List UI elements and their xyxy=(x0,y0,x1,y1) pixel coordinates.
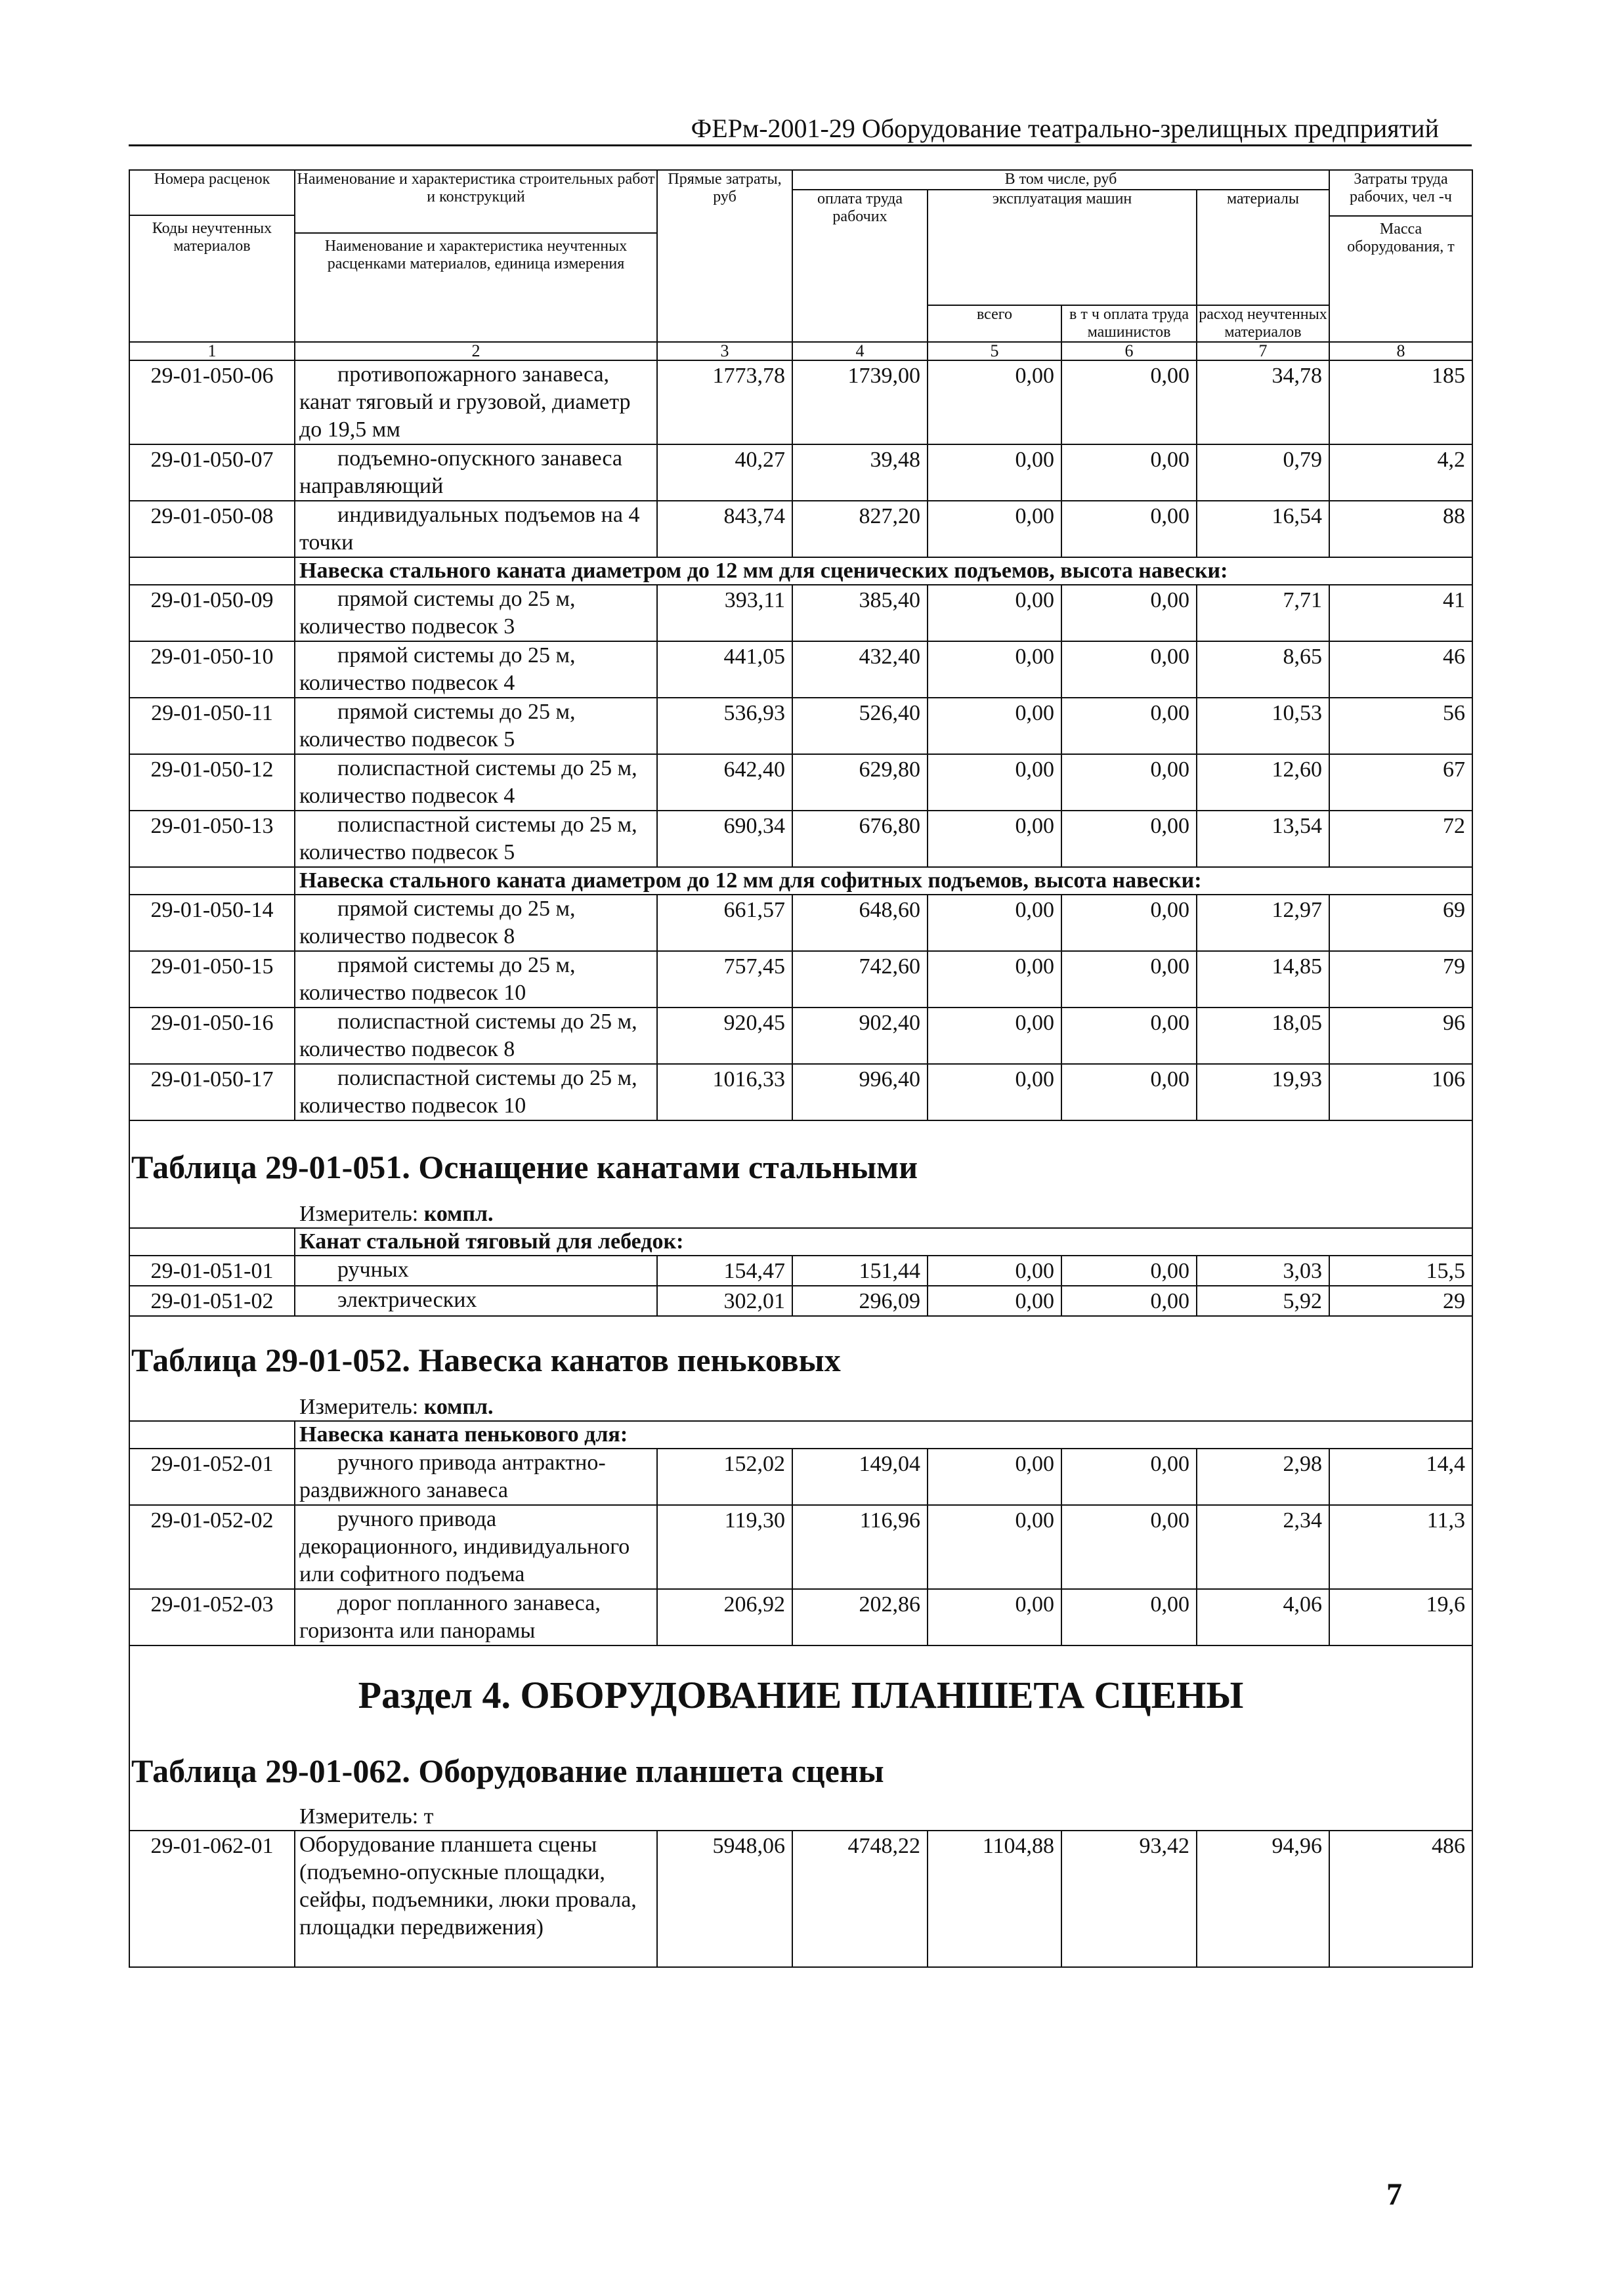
section-4-title: Раздел 4. ОБОРУДОВАНИЕ ПЛАНШЕТА СЦЕНЫ xyxy=(358,1674,1244,1716)
measure-label: Измеритель: xyxy=(299,1202,419,1226)
rate-description-first: прямой системы до 25 м, xyxy=(337,643,576,668)
machines-total: 0,00 xyxy=(928,360,1061,444)
labor-pay: 996,40 xyxy=(792,1064,928,1120)
rows-group-b xyxy=(129,585,1472,867)
colnum-3: 3 xyxy=(657,342,792,360)
labor-hours: 96 xyxy=(1329,1008,1472,1064)
colnum-8: 8 xyxy=(1329,342,1472,360)
rate-description-first: полиспастной системы до 25 xyxy=(337,1066,612,1090)
table-row xyxy=(129,1256,1472,1286)
rate-description-rest: раздвижного занавеса xyxy=(299,1478,508,1502)
machines-total: 0,00 xyxy=(928,1505,1061,1589)
measure-unit: компл. xyxy=(423,1395,494,1419)
rate-description-rest: декорационного, индивидуального или софитного подъема xyxy=(299,1535,630,1586)
materials: 18,05 xyxy=(1197,1008,1329,1064)
header-col6: в т ч оплата труда машинистов xyxy=(1061,305,1197,342)
rate-code: 29-01-050-11 xyxy=(129,698,295,754)
labor-pay: 296,09 xyxy=(792,1286,928,1316)
machinists-pay: 0,00 xyxy=(1061,1449,1197,1505)
table-row xyxy=(129,951,1472,1008)
direct-costs: 302,01 xyxy=(657,1286,792,1316)
rate-description-rest: количество подвесок 8 xyxy=(299,924,515,948)
table-row xyxy=(129,1286,1472,1316)
labor-hours: 69 xyxy=(1329,895,1472,951)
direct-costs: 40,27 xyxy=(657,444,792,501)
materials: 14,85 xyxy=(1197,951,1329,1008)
rate-code: 29-01-050-07 xyxy=(129,444,295,501)
rate-description-rest: количество подвесок 10 xyxy=(299,981,526,1005)
materials: 3,03 xyxy=(1197,1256,1329,1286)
labor-pay: 629,80 xyxy=(792,754,928,811)
table-row xyxy=(129,1505,1472,1589)
rate-description xyxy=(295,501,657,557)
rate-description xyxy=(295,951,657,1008)
rate-description: Оборудование планшета сцены (подъемно-опускные площадки, сейфы, подъемники, люки провала, площадки передвижения) xyxy=(295,1831,657,1967)
direct-costs: 843,74 xyxy=(657,501,792,557)
materials: 16,54 xyxy=(1197,501,1329,557)
rate-description xyxy=(295,895,657,951)
materials: 4,06 xyxy=(1197,1589,1329,1645)
rate-description-rest: м, количество подвесок 5 xyxy=(299,813,637,864)
document-header-title: ФЕРм-2001-29 Оборудование театрально-зрелищных предприятий xyxy=(691,114,1439,143)
labor-hours: 106 xyxy=(1329,1064,1472,1120)
labor-hours: 15,5 xyxy=(1329,1256,1472,1286)
group-code-cell xyxy=(129,1421,295,1449)
header-col8-top: Затраты труда рабочих, чел -ч xyxy=(1350,171,1452,205)
machinists-pay: 0,00 xyxy=(1061,951,1197,1008)
rate-code: 29-01-052-02 xyxy=(129,1505,295,1589)
machines-total: 0,00 xyxy=(928,501,1061,557)
materials: 0,79 xyxy=(1197,444,1329,501)
rate-description-first: ручных xyxy=(337,1258,409,1282)
machines-total: 0,00 xyxy=(928,1008,1061,1064)
table-row xyxy=(129,754,1472,811)
colnum-1: 1 xyxy=(129,342,295,360)
direct-costs: 1773,78 xyxy=(657,360,792,444)
table-title-row xyxy=(129,1316,1472,1385)
materials: 7,71 xyxy=(1197,585,1329,641)
rate-description-first: ручного привода антрактно- xyxy=(337,1451,606,1475)
rate-description-rest: количество подвесок 4 xyxy=(299,671,515,695)
rate-description-first: противопожарного занавеса, xyxy=(337,362,610,387)
colnum-4: 4 xyxy=(792,342,928,360)
group-code-cell xyxy=(129,1228,295,1256)
rate-code: 29-01-050-08 xyxy=(129,501,295,557)
machinists-pay: 93,42 xyxy=(1061,1831,1197,1967)
labor-pay: 1739,00 xyxy=(792,360,928,444)
rows-group-a xyxy=(129,360,1472,557)
table-052-title: Таблица 29-01-052. Навеска канатов пеньковых xyxy=(131,1342,841,1378)
rate-description-first: подъемно-опускного занавеса xyxy=(337,446,623,471)
rows-group-c xyxy=(129,895,1472,1120)
materials: 8,65 xyxy=(1197,641,1329,698)
rate-code: 29-01-050-12 xyxy=(129,754,295,811)
rate-description xyxy=(295,1256,657,1286)
rate-description-rest: м, количество подвесок 10 xyxy=(299,1066,637,1118)
header-col3: Прямые затраты, руб xyxy=(657,170,792,342)
labor-hours: 41 xyxy=(1329,585,1472,641)
rate-description-rest: количество подвесок 3 xyxy=(299,614,515,639)
table-row xyxy=(129,811,1472,867)
machinists-pay: 0,00 xyxy=(1061,444,1197,501)
measure-cell xyxy=(129,1385,1472,1421)
machines-total: 0,00 xyxy=(928,754,1061,811)
table-row xyxy=(129,698,1472,754)
group-title: Навеска стального каната диаметром до 12 мм для сценических подъемов, высота навески: xyxy=(295,557,1472,585)
rate-code: 29-01-050-10 xyxy=(129,641,295,698)
machines-total: 0,00 xyxy=(928,1064,1061,1120)
machines-total: 0,00 xyxy=(928,1256,1061,1286)
rate-description-rest: горизонта или панорамы xyxy=(299,1619,536,1643)
materials: 19,93 xyxy=(1197,1064,1329,1120)
labor-hours: 185 xyxy=(1329,360,1472,444)
rate-description-first: полиспастной системы до 25 xyxy=(337,813,612,837)
colnum-5: 5 xyxy=(928,342,1061,360)
direct-costs: 1016,33 xyxy=(657,1064,792,1120)
colnum-7: 7 xyxy=(1197,342,1329,360)
labor-pay: 149,04 xyxy=(792,1449,928,1505)
group-row xyxy=(129,1421,1472,1449)
rate-code: 29-01-062-01 xyxy=(129,1831,295,1967)
table-title-row xyxy=(129,1120,1472,1192)
table-header-row xyxy=(129,170,1472,190)
labor-hours: 79 xyxy=(1329,951,1472,1008)
table-row xyxy=(129,641,1472,698)
machinists-pay: 0,00 xyxy=(1061,501,1197,557)
header-col8 xyxy=(1329,170,1472,342)
table-title-cell xyxy=(129,1120,1472,1192)
rows-table-052 xyxy=(129,1449,1472,1645)
machinists-pay: 0,00 xyxy=(1061,1256,1197,1286)
machinists-pay: 0,00 xyxy=(1061,895,1197,951)
group-row xyxy=(129,557,1472,585)
machines-total: 0,00 xyxy=(928,951,1061,1008)
labor-pay: 151,44 xyxy=(792,1256,928,1286)
header-col2 xyxy=(295,170,657,342)
direct-costs: 152,02 xyxy=(657,1449,792,1505)
rate-description xyxy=(295,1505,657,1589)
measure-label: Измеритель: xyxy=(299,1395,419,1419)
materials: 12,97 xyxy=(1197,895,1329,951)
labor-pay: 827,20 xyxy=(792,501,928,557)
direct-costs: 441,05 xyxy=(657,641,792,698)
rate-code: 29-01-050-09 xyxy=(129,585,295,641)
machinists-pay: 0,00 xyxy=(1061,1064,1197,1120)
measure-unit: компл. xyxy=(423,1202,494,1226)
section-title-row xyxy=(129,1645,1472,1718)
direct-costs: 920,45 xyxy=(657,1008,792,1064)
table-row xyxy=(129,1008,1472,1064)
direct-costs: 757,45 xyxy=(657,951,792,1008)
labor-hours: 11,3 xyxy=(1329,1505,1472,1589)
machines-total: 0,00 xyxy=(928,585,1061,641)
rate-description xyxy=(295,641,657,698)
rate-description xyxy=(295,1286,657,1316)
labor-pay: 385,40 xyxy=(792,585,928,641)
labor-hours: 4,2 xyxy=(1329,444,1472,501)
labor-hours: 29 xyxy=(1329,1286,1472,1316)
rate-description-first: ручного привода xyxy=(337,1507,497,1531)
table-row xyxy=(129,501,1472,557)
rate-code: 29-01-050-13 xyxy=(129,811,295,867)
table-row xyxy=(129,1449,1472,1505)
labor-hours: 72 xyxy=(1329,811,1472,867)
materials: 2,98 xyxy=(1197,1449,1329,1505)
table-062-title: Таблица 29-01-062. Оборудование планшета сцены xyxy=(131,1752,884,1789)
rate-code: 29-01-051-01 xyxy=(129,1256,295,1286)
colnum-2: 2 xyxy=(295,342,657,360)
labor-pay: 648,60 xyxy=(792,895,928,951)
rate-description xyxy=(295,1008,657,1064)
header-col1-top: Номера расценок xyxy=(154,171,270,188)
table-row xyxy=(129,1064,1472,1120)
header-col7: расход неучтенных материалов xyxy=(1197,305,1329,342)
rate-code: 29-01-052-03 xyxy=(129,1589,295,1645)
materials: 94,96 xyxy=(1197,1831,1329,1967)
materials: 13,54 xyxy=(1197,811,1329,867)
table-row xyxy=(129,1831,1472,1967)
machinists-pay: 0,00 xyxy=(1061,1589,1197,1645)
labor-pay: 202,86 xyxy=(792,1589,928,1645)
header-machines: эксплуатация машин xyxy=(928,190,1197,305)
rate-code: 29-01-050-17 xyxy=(129,1064,295,1120)
machines-total: 0,00 xyxy=(928,698,1061,754)
machinists-pay: 0,00 xyxy=(1061,360,1197,444)
machinists-pay: 0,00 xyxy=(1061,585,1197,641)
rate-description-first: дорог попланного занавеса, xyxy=(337,1591,601,1615)
rate-description xyxy=(295,585,657,641)
machines-total: 0,00 xyxy=(928,641,1061,698)
group-row xyxy=(129,1228,1472,1256)
rate-description-first: индивидуальных подъемов на xyxy=(337,503,623,527)
rate-code: 29-01-050-16 xyxy=(129,1008,295,1064)
header-materials: материалы xyxy=(1197,190,1329,305)
rate-description-first: прямой системы до 25 м, xyxy=(337,587,576,611)
machines-total: 0,00 xyxy=(928,1589,1061,1645)
machines-total: 0,00 xyxy=(928,811,1061,867)
rate-description-first: прямой системы до 25 м, xyxy=(337,953,576,977)
labor-pay: 432,40 xyxy=(792,641,928,698)
direct-costs: 206,92 xyxy=(657,1589,792,1645)
machines-total: 1104,88 xyxy=(928,1831,1061,1967)
group-title: Навеска каната пенькового для: xyxy=(295,1421,1472,1449)
labor-hours: 14,4 xyxy=(1329,1449,1472,1505)
header-col2-bottom: Наименование и характеристика неучтенных расценками материалов, единица измерения xyxy=(295,232,656,273)
rate-description-rest: количество подвесок 5 xyxy=(299,727,515,752)
header-col4: оплата труда рабочих xyxy=(792,190,928,342)
machinists-pay: 0,00 xyxy=(1061,1286,1197,1316)
rate-code: 29-01-050-06 xyxy=(129,360,295,444)
table-051-title: Таблица 29-01-051. Оснащение канатами стальными xyxy=(131,1149,918,1185)
machinists-pay: 0,00 xyxy=(1061,698,1197,754)
rate-description-first: прямой системы до 25 м, xyxy=(337,700,576,724)
rate-description xyxy=(295,444,657,501)
table-title-row xyxy=(129,1718,1472,1794)
machines-total: 0,00 xyxy=(928,1449,1061,1505)
measure-cell xyxy=(129,1192,1472,1228)
rate-description xyxy=(295,698,657,754)
machines-total: 0,00 xyxy=(928,444,1061,501)
colnum-6: 6 xyxy=(1061,342,1197,360)
group-row xyxy=(129,867,1472,895)
materials: 5,92 xyxy=(1197,1286,1329,1316)
rate-code: 29-01-050-15 xyxy=(129,951,295,1008)
measure-cell xyxy=(129,1794,1472,1831)
table-row xyxy=(129,360,1472,444)
labor-hours: 56 xyxy=(1329,698,1472,754)
machinists-pay: 0,00 xyxy=(1061,1505,1197,1589)
rate-description-rest: м, количество подвесок 4 xyxy=(299,756,637,808)
group-title: Канат стальной тяговый для лебедок: xyxy=(295,1228,1472,1256)
measure-row xyxy=(129,1192,1472,1228)
machinists-pay: 0,00 xyxy=(1061,641,1197,698)
labor-hours: 67 xyxy=(1329,754,1472,811)
section-title-cell xyxy=(129,1645,1472,1718)
materials: 34,78 xyxy=(1197,360,1329,444)
rate-description xyxy=(295,1589,657,1645)
header-col2-top: Наименование и характеристика строительных работ и конструкций xyxy=(297,171,655,205)
rate-description-rest: направляющий xyxy=(299,474,444,498)
rate-description-rest: 4 точки xyxy=(299,503,640,555)
table-title-cell xyxy=(129,1718,1472,1794)
rates-table xyxy=(129,169,1473,1968)
machinists-pay: 0,00 xyxy=(1061,811,1197,867)
labor-hours: 46 xyxy=(1329,641,1472,698)
labor-pay: 4748,22 xyxy=(792,1831,928,1967)
labor-hours: 486 xyxy=(1329,1831,1472,1967)
rate-code: 29-01-050-14 xyxy=(129,895,295,951)
header-col1 xyxy=(129,170,295,342)
header-col5: всего xyxy=(928,305,1061,342)
group-code-cell xyxy=(129,557,295,585)
document-header xyxy=(129,112,1472,146)
direct-costs: 661,57 xyxy=(657,895,792,951)
rate-description xyxy=(295,1064,657,1120)
direct-costs: 154,47 xyxy=(657,1256,792,1286)
measure-label: Измеритель: т xyxy=(299,1804,434,1829)
machinists-pay: 0,00 xyxy=(1061,754,1197,811)
labor-pay: 676,80 xyxy=(792,811,928,867)
table-row xyxy=(129,585,1472,641)
table-row xyxy=(129,1589,1472,1645)
machines-total: 0,00 xyxy=(928,1286,1061,1316)
labor-pay: 902,40 xyxy=(792,1008,928,1064)
rate-description-first: прямой системы до 25 м, xyxy=(337,897,576,921)
rate-description xyxy=(295,754,657,811)
rate-description-first: полиспастной системы до 25 xyxy=(337,756,612,780)
group-title: Навеска стального каната диаметром до 12 мм для софитных подъемов, высота навески: xyxy=(295,867,1472,895)
measure-row xyxy=(129,1794,1472,1831)
header-col1-bottom: Коды неучтенных материалов xyxy=(130,215,294,255)
page-number: 7 xyxy=(1386,2177,1402,2212)
labor-pay: 742,60 xyxy=(792,951,928,1008)
rows-table-051 xyxy=(129,1256,1472,1316)
header-incl: В том числе, руб xyxy=(792,170,1329,190)
labor-hours: 19,6 xyxy=(1329,1589,1472,1645)
header-col8-bottom: Масса оборудования, т xyxy=(1330,215,1472,256)
direct-costs: 393,11 xyxy=(657,585,792,641)
column-number-row xyxy=(129,342,1472,360)
table-row xyxy=(129,444,1472,501)
rate-description xyxy=(295,811,657,867)
rate-code: 29-01-051-02 xyxy=(129,1286,295,1316)
rate-description-first: полиспастной системы до 25 xyxy=(337,1009,612,1034)
table-title-cell xyxy=(129,1316,1472,1385)
direct-costs: 536,93 xyxy=(657,698,792,754)
direct-costs: 690,34 xyxy=(657,811,792,867)
labor-pay: 526,40 xyxy=(792,698,928,754)
materials: 10,53 xyxy=(1197,698,1329,754)
labor-pay: 116,96 xyxy=(792,1505,928,1589)
materials: 2,34 xyxy=(1197,1505,1329,1589)
labor-pay: 39,48 xyxy=(792,444,928,501)
measure-row xyxy=(129,1385,1472,1421)
labor-hours: 88 xyxy=(1329,501,1472,557)
rate-description xyxy=(295,1449,657,1505)
direct-costs: 5948,06 xyxy=(657,1831,792,1967)
materials: 12,60 xyxy=(1197,754,1329,811)
rate-code: 29-01-052-01 xyxy=(129,1449,295,1505)
machines-total: 0,00 xyxy=(928,895,1061,951)
direct-costs: 642,40 xyxy=(657,754,792,811)
table-row xyxy=(129,895,1472,951)
rate-description-rest: канат тяговый и грузовой, диаметр до 19,5 мм xyxy=(299,390,631,442)
group-code-cell xyxy=(129,867,295,895)
rate-description-first: электрических xyxy=(337,1288,477,1312)
rate-description xyxy=(295,360,657,444)
machinists-pay: 0,00 xyxy=(1061,1008,1197,1064)
rate-description-rest: м, количество подвесок 8 xyxy=(299,1009,637,1061)
direct-costs: 119,30 xyxy=(657,1505,792,1589)
